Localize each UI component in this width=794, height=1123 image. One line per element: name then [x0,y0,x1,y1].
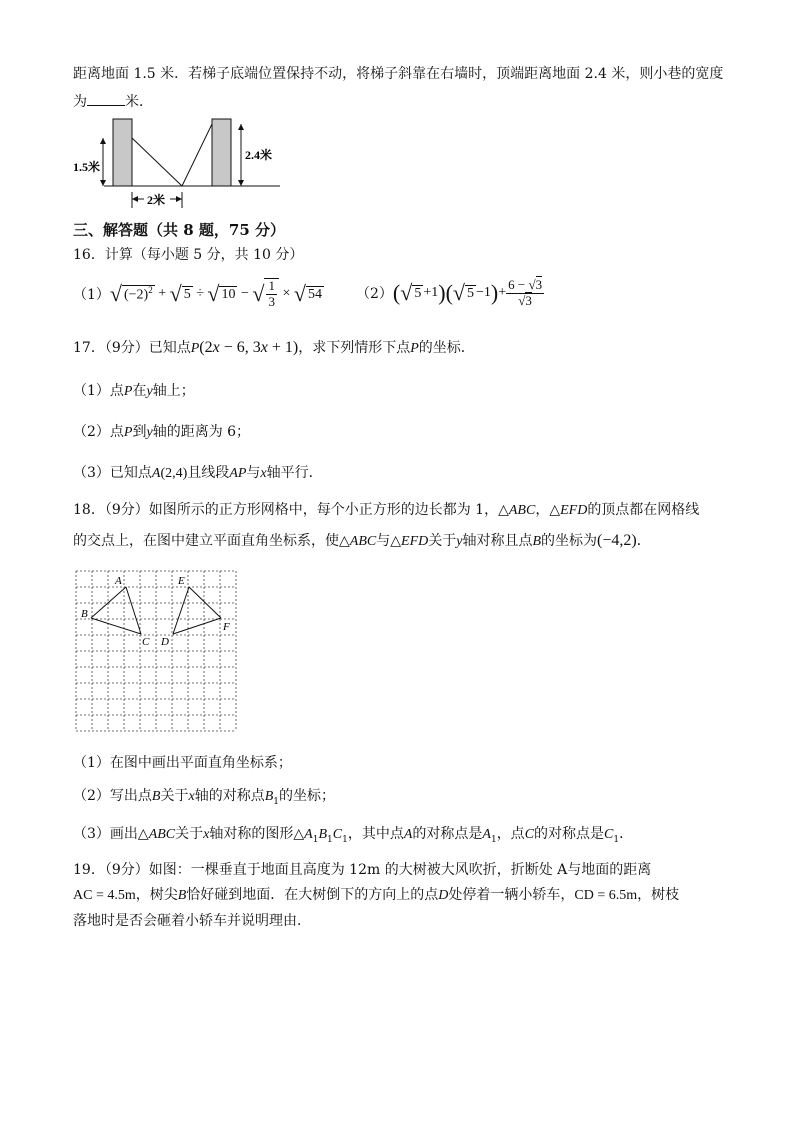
q18-line2: 的交点上，在图中建立平面直角坐标系，使△ABC与△EFD关于y轴对称且点B的坐标为(−4,2)． [73,532,651,549]
right-height-label: 2.4米 [245,148,273,162]
q17-stem: 17．（9分）已知点P(2x − 6, 3x + 1)，求下列情形下点P的坐标． [73,339,475,356]
q18-line1: 18．（9分）如图所示的正方形网格中，每个小正方形的边长都为 1，△ABC，△EFD的顶点都在网格线 [73,502,700,518]
grid-figure [75,570,240,732]
label-C: C [142,636,150,648]
q16-part2: （2） ( √ 5 +1 ) ( √ 5 −1 ) + $\frac{6 - √3}{√3}$ [356,277,543,308]
q19-line3: 落地时是否会砸着小轿车并说明理由． [73,913,311,929]
q19-line1: 19．（9分）如图：一棵垂直于地面且高度为 12m 的大树被大风吹折，折断处 A与地面的距离 [73,862,652,878]
q15-line2: 为 米． [73,94,153,110]
q19-line2: AC = 4.5m，树尖B恰好碰到地面．在大树倒下的方向上的点D处停着一辆小轿车，CD = 6.5m，树枝 [73,887,680,903]
left-height-label: 1.5米 [73,160,101,174]
q16-stem: 16．计算（每小题 5 分，共 10 分） [73,247,304,263]
q18-part2: （2）写出点B关于x轴的对称点$B_1$的坐标； [73,788,335,807]
q17-part2: （2）点P到y轴的距离为 6； [73,424,251,440]
q18-part3: （3）画出△ABC关于x轴对称的图形$\triangle A_1B_1C_1$，其中点A的对称点是$A_1$，点C的对称点是$C_1$． [73,826,634,845]
section-title: 三、解答题（共 8 题，75 分） [73,221,285,239]
label-F: F [223,621,230,633]
q17-part1: （1）点P在y轴上； [73,383,195,399]
label-B: B [81,608,88,620]
q18-part1: （1）在图中画出平面直角坐标系； [73,755,292,771]
label-E: E [178,575,185,587]
ladder-figure [70,114,285,208]
q15-line1: 距离地面 1.5 米．若梯子底端位置保持不动，将梯子斜靠在右墙时，顶端距离地面 2.4 米，则小巷的宽度 [73,66,724,82]
answer-blank[interactable] [87,93,125,106]
label-A: A [115,575,122,587]
q17-part3: （3）已知点A(2,4)且线段AP与x轴平行． [73,465,323,481]
label-D: D [161,636,169,648]
bottom-width-label: 2米 [147,193,166,207]
q16-part1: （1） √ $(-2)^2$ + √ 5 ÷ √ 10 − √ $\frac{1}{3}$ × √ 54 [73,278,322,309]
